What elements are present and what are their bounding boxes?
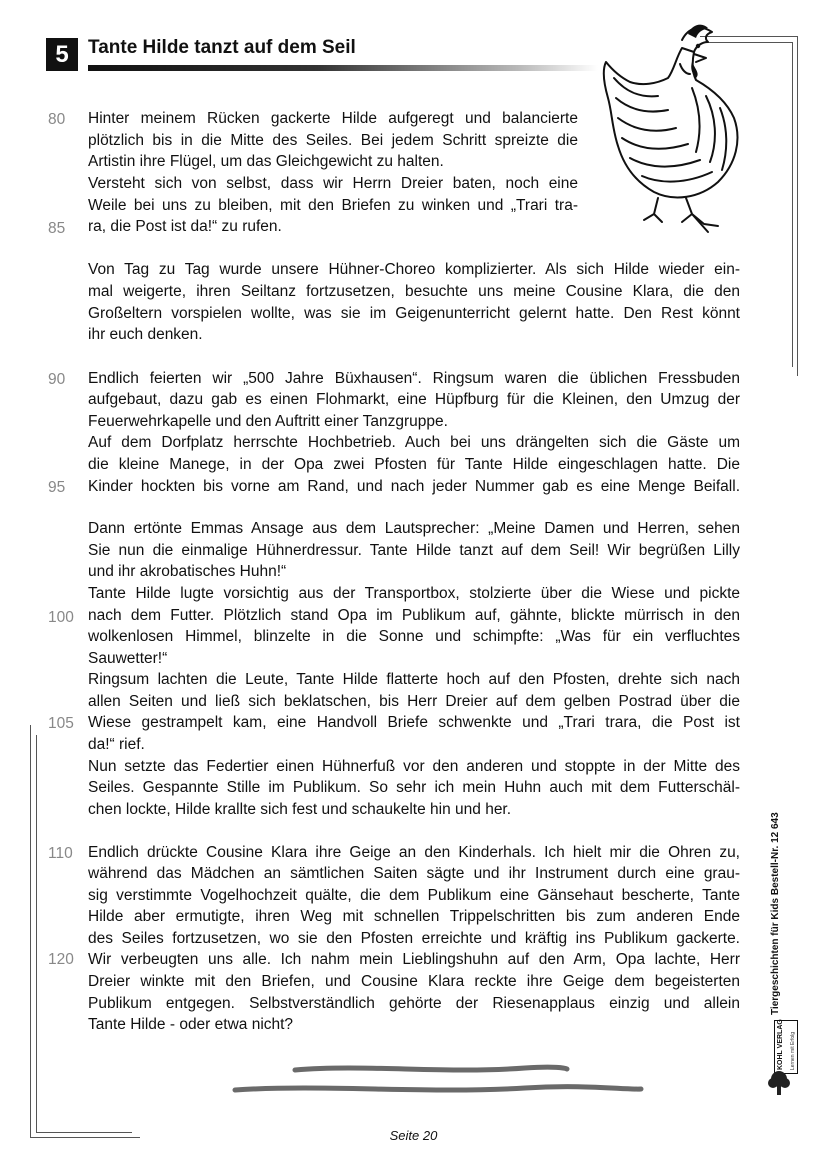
line-number: 90	[48, 371, 66, 388]
frame-left-v	[30, 725, 31, 1138]
chapter-title: Tante Hilde tanzt auf dem Seil	[88, 37, 356, 58]
chapter-number: 5	[46, 38, 78, 71]
text-line: Sauwetter!“	[88, 650, 168, 667]
text-line: sig verstimmte Vogelhochzeit quälte, die dem Publikum eine Gänsehaut bescherte, Tante	[88, 887, 740, 904]
title-underline	[88, 65, 598, 71]
text-line: wolkenlosen Himmel, blinzelte in die Sonne und schimpfte: „Was für ein verfluchtes	[88, 628, 740, 645]
tree-icon	[764, 1068, 794, 1098]
frame-right-v	[797, 36, 798, 376]
page-number: Seite 20	[389, 1128, 438, 1143]
text-line: des Seiles fortzusetzen, wo sie den Pfosten erreichte und kräftig ins Publikum gackerte.	[88, 930, 740, 947]
text-line: Tante Hilde lugte vorsichtig aus der Transportbox, stolzierte über die Wiese und pickte	[88, 585, 740, 602]
line-number: 105	[48, 715, 74, 732]
text-line: Sie nun die einmalige Hühnerdressur. Tante Hilde tanzt auf dem Seil! Wir begrüßen Lilly	[88, 542, 740, 559]
line-number: 120	[48, 951, 74, 968]
text-line: Auf dem Dorfplatz herrschte Hochbetrieb. Auch bei uns drängelten sich die Gäste um	[88, 434, 740, 451]
text-line: die kleine Manege, in der Opa zwei Pfosten für Tante Hilde eingeschlagen hatte. Die	[88, 456, 740, 473]
text-line: Tante Hilde - oder etwa nicht?	[88, 1016, 294, 1033]
text-line: Großeltern vorspielen wollte, was sie im Geigenunterricht gelernt hatte. Den Rest könnt	[88, 305, 740, 322]
text-line: Wiese gestrampelt kam, eine Handvoll Briefe schwenkte und „Trari trara, die Post ist	[88, 714, 740, 731]
line-number: 100	[48, 609, 74, 626]
text-line: mal weigerte, ihren Seiltanz fortzusetzen, besuchte uns meine Cousine Klara, die den	[88, 283, 740, 300]
text-line: nach dem Futter. Plötzlich stand Opa im Publikum auf, gähnte, blickte mürrisch in den	[88, 607, 740, 624]
line-number: 85	[48, 220, 66, 237]
text-line: ihr euch denken.	[88, 326, 203, 343]
text-line: Ringsum lachten die Leute, Tante Hilde flatterte hoch auf den Pfosten, drehte sich nach	[88, 671, 740, 688]
text-line: Endlich drückte Cousine Klara ihre Geige an den Kinderhals. Ich hielt mir die Ohren zu,	[88, 844, 740, 861]
line-number: 110	[48, 845, 73, 862]
text-line: Feuerwehrkapelle und den Auftritt einer Tanzgruppe.	[88, 413, 448, 430]
text-line: und ihr akrobatisches Huhn!“	[88, 563, 287, 580]
text-line: Nun setzte das Federtier einen Hühnerfuß vor den anderen und stoppte in der Mitte des	[88, 758, 740, 775]
text-line: während das Mädchen an sämtlichen Saiten sägte und ihr Instrument durch eine grau-	[88, 865, 740, 882]
decorative-wave-lines	[225, 1062, 650, 1102]
text-line: aufgebaut, dazu gab es einen Flohmarkt, eine Hüpfburg für die Kleinen, den Umzug der	[88, 391, 740, 408]
book-info-vertical: Tiergeschichten für Kids Bestell-Nr. 12 643	[770, 812, 781, 1015]
text-line: chen lockte, Hilde krallte sich fest und schaukelte hin und her.	[88, 801, 512, 818]
text-line: Publikum entgegen. Selbstverständlich gehörte der Riesenapplaus einzig und allein	[88, 995, 740, 1012]
text-line: Hilde aber ermutigte, ihren Weg mit schnellen Trippelschritten bis zum anderen Ende	[88, 908, 740, 925]
frame-right-v2	[792, 42, 793, 367]
publisher-name: KOHL VERLAG	[777, 1019, 784, 1070]
text-line: Artistin ihre Flügel, um das Gleichgewicht zu halten.	[88, 153, 444, 170]
text-line: Hinter meinem Rücken gackerte Hilde aufgeregt und balancierte	[88, 110, 578, 127]
text-line: Dreier winkte mit den Briefen, und Cousine Klara reckte ihre Geige dem begeisterten	[88, 973, 740, 990]
text-line: Endlich feierten wir „500 Jahre Büxhausen“. Ringsum waren die üblichen Fressbuden	[88, 370, 740, 387]
text-line: Dann ertönte Emmas Ansage aus dem Lautsprecher: „Meine Damen und Herren, sehen	[88, 520, 740, 537]
text-line: ra, die Post ist da!“ zu rufen.	[88, 218, 282, 235]
text-line: allen Seiten und ließ sich beklatschen, bis Herr Dreier auf dem gelben Postrad über die	[88, 693, 740, 710]
text-line: Weile bei uns zu bleiben, mit den Briefen zu winken und „Trari tra-	[88, 197, 578, 214]
text-line: Versteht sich von selbst, dass wir Herrn Dreier baten, noch eine	[88, 175, 578, 192]
chicken-icon	[596, 18, 746, 238]
text-line: Kinder hockten bis vorne am Rand, und nach jeder Nummer gab es eine Menge Beifall.	[88, 478, 740, 495]
line-number: 80	[48, 111, 66, 128]
text-line: plötzlich bis in die Mitte des Seiles. Bei jedem Schritt spreizte die	[88, 132, 578, 149]
publisher-tagline: Lernen mit Erfolg	[790, 1031, 796, 1070]
text-line: Von Tag zu Tag wurde unsere Hühner-Choreo komplizierter. Als sich Hilde wieder ein-	[88, 261, 740, 278]
text-line: da!“ rief.	[88, 736, 145, 753]
text-line: Wir verbeugten uns alle. Ich nahm mein Lieblingshuhn auf den Arm, Opa lachte, Herr	[88, 951, 740, 968]
line-number: 95	[48, 479, 66, 496]
frame-left-v2	[36, 735, 37, 1133]
text-line: Seiles. Gespannte Stille im Publikum. So sehr ich mein Huhn auch mit dem Futterschäl-	[88, 779, 740, 796]
